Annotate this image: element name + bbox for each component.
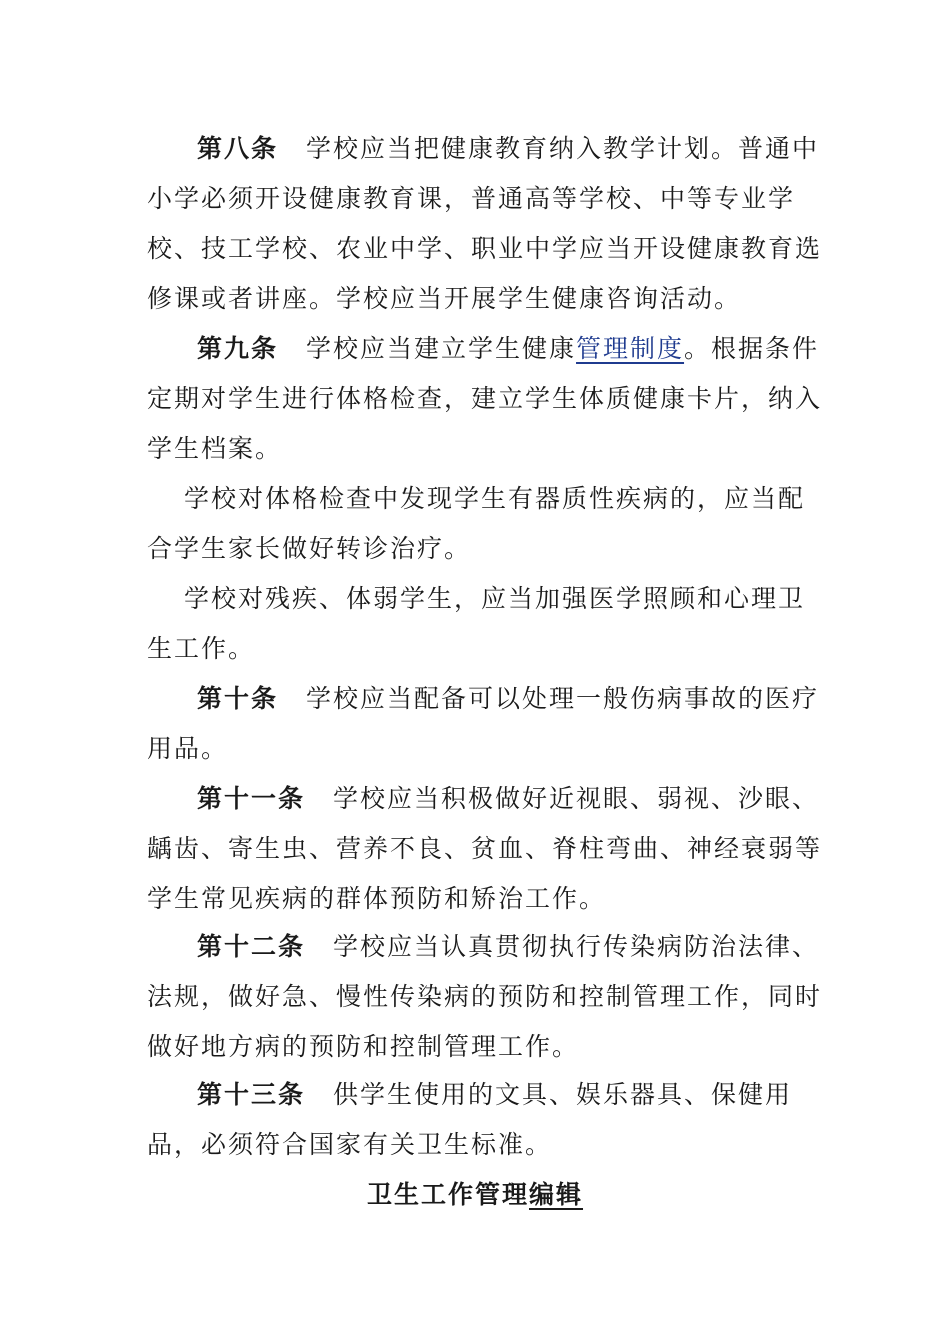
- article-13-text: 供学生使用的文具、娱乐器具、保健用品，必须符合国家有关卫生标准。: [147, 1080, 793, 1159]
- management-system-link[interactable]: 管理制度: [576, 334, 685, 363]
- article-10-heading: 第十条: [197, 684, 279, 713]
- section-title-text: 卫生工作管理: [366, 1180, 529, 1209]
- article-12-heading: 第十二条: [197, 932, 306, 961]
- article-12-text: 学校应当认真贯彻执行传染病防治法律、法规，做好急、慢性传染病的预防和控制管理工作，同时做好地方病的预防和控制管理工作。: [147, 932, 823, 1061]
- article-9-paragraph-2: 学校对体格检查中发现学生有器质性疾病的，应当配合学生家长做好转诊治疗。: [147, 484, 806, 563]
- article-9-paragraph-3: 学校对残疾、体弱学生，应当加强医学照顾和心理卫生工作。: [147, 584, 806, 663]
- article-10: [147, 674, 827, 774]
- article-11-text: 学校应当积极做好近视眼、弱视、沙眼、龋齿、寄生虫、营养不良、贫血、脊柱弯曲、神经衰弱等学生常见疾病的群体预防和矫治工作。: [147, 784, 823, 913]
- article-8-text: 学校应当把健康教育纳入教学计划。普通中小学必须开设健康教育课，普通高等学校、中等专业学校、技工学校、农业中学、职业中学应当开设健康教育选修课或者讲座。学校应当开展学生健康咨询活动。: [147, 134, 823, 313]
- section-title: [0, 1170, 950, 1220]
- section-edit-link[interactable]: 编辑: [529, 1180, 584, 1209]
- article-13: [147, 1070, 827, 1170]
- article-11-heading: 第十一条: [197, 784, 306, 813]
- article-12: [147, 922, 827, 1072]
- article-10-text: 学校应当配备可以处理一般伤病事故的医疗用品。: [147, 684, 820, 763]
- article-11: [147, 774, 837, 924]
- article-9: [147, 324, 827, 474]
- article-9-text-before: 学校应当建立学生健康: [306, 334, 577, 363]
- article-8-heading: 第八条: [197, 134, 279, 163]
- article-9-text-after: 。根据条件定期对学生进行体格检查，建立学生体质健康卡片，纳入学生档案。: [147, 334, 823, 463]
- article-13-heading: 第十三条: [197, 1080, 306, 1109]
- article-9-heading: 第九条: [197, 334, 279, 363]
- article-8: [147, 124, 827, 324]
